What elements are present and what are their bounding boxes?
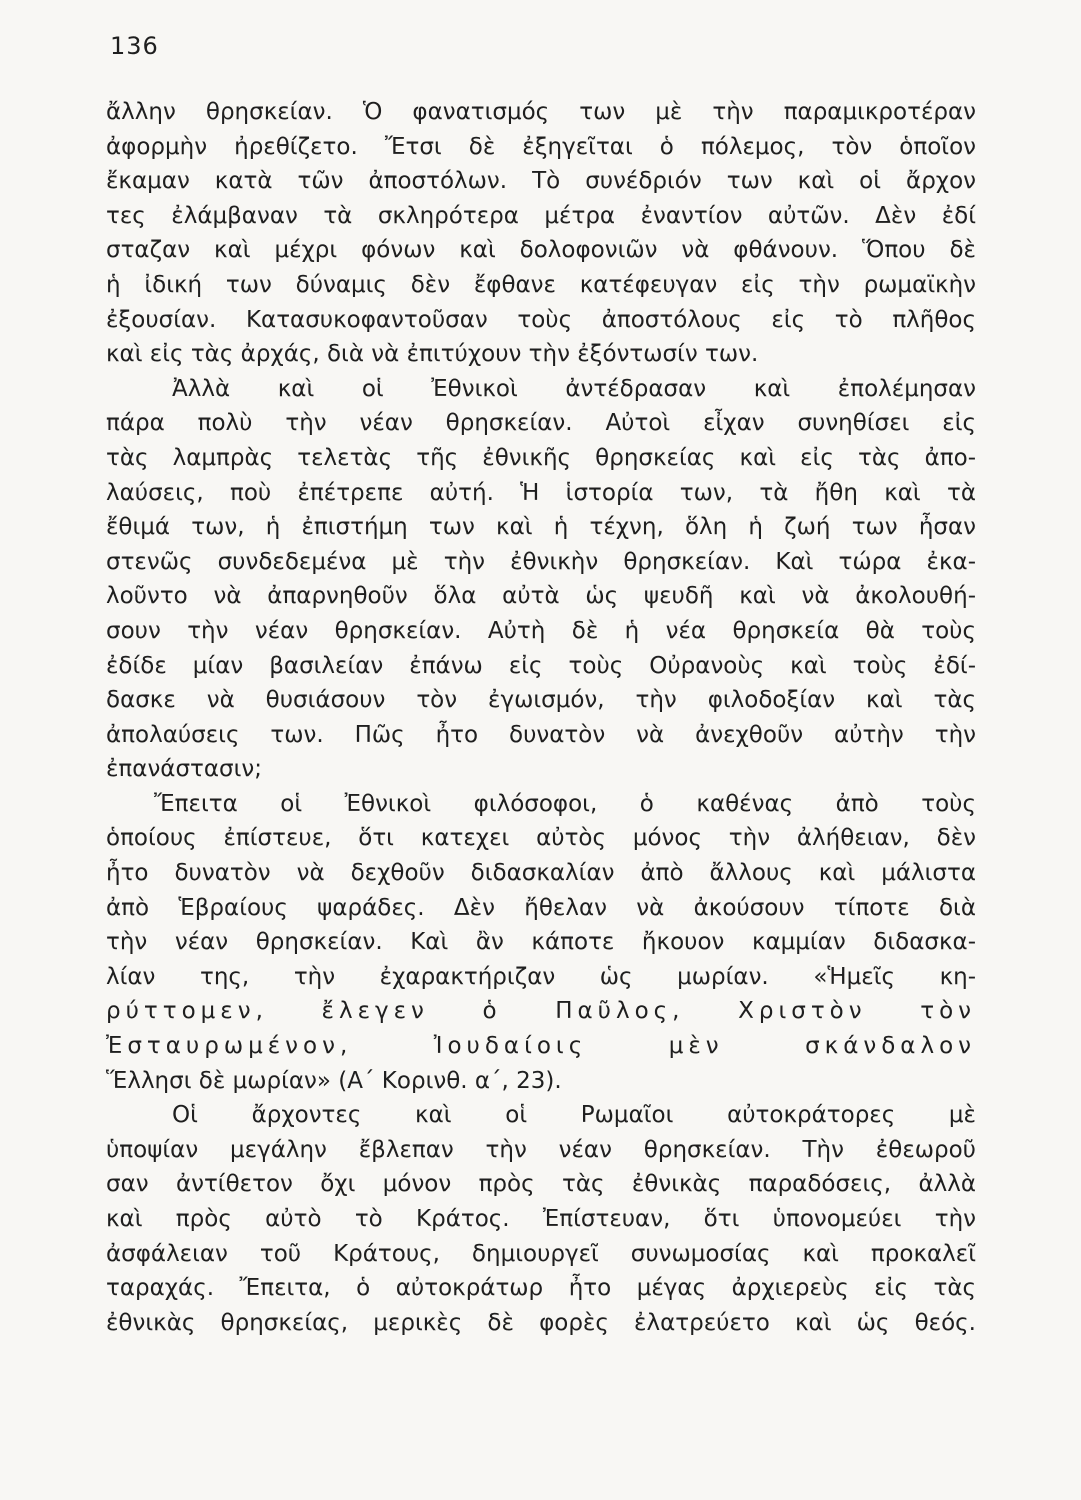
text-line: λίαν της, τὴν ἐχαρακτήριζαν ὡς μωρίαν. «Ἡμεῖς κη- (106, 963, 976, 990)
text-line: ἐπανάστασιν; (106, 756, 262, 783)
text-line: Ἔπειτα οἱ Ἐθνικοὶ φιλόσοφοι, ὁ καθένας ἀπὸ τοὺς (154, 790, 976, 817)
text-line: σουν τὴν νέαν θρησκείαν. Αὐτὴ δὲ ἡ νέα θρησκεία θὰ τοὺς (106, 617, 976, 644)
text-line: ρύττομεν, ἔλεγεν ὁ Παῦλος, Χριστὸν τὸν (106, 998, 976, 1025)
text-line: ἐθνικὰς θρησκείας, μερικὲς δὲ φορὲς ἐλατρεύετο καὶ ὡς θεός. (106, 1309, 976, 1336)
text-line: ἔθιμά των, ἡ ἐπιστήμη των καὶ ἡ τέχνη, ὅλη ἡ ζωή των ἦσαν (106, 514, 976, 541)
text-line: πάρα πολὺ τὴν νέαν θρησκείαν. Αὐτοὶ εἶχαν συνηθίσει εἰς (106, 410, 976, 437)
text-line: τὰς λαμπρὰς τελετὰς τῆς ἐθνικῆς θρησκείας καὶ εἰς τὰς ἀπο- (106, 444, 976, 471)
text-line: ὑποψίαν μεγάλην ἔβλεπαν τὴν νέαν θρησκείαν. Τὴν ἐθεωροῦ (106, 1136, 976, 1163)
text-line: ἀπὸ Ἑβραίους ψαράδες. Δὲν ἤθελαν νὰ ἀκούσουν τίποτε διὰ (106, 894, 976, 921)
text-line: Ἐσταυρωμένον, Ἰουδαίοις μὲν σκάνδαλον (106, 1033, 976, 1060)
text-line: ἀπολαύσεις των. Πῶς ἦτο δυνατὸν νὰ ἀνεχθοῦν αὐτὴν τὴν (106, 721, 976, 748)
text-line: καὶ εἰς τὰς ἀρχάς, διὰ νὰ ἐπιτύχουν τὴν ἐξόντωσίν των. (106, 341, 759, 368)
text-line: δασκε νὰ θυσιάσουν τὸν ἐγωισμόν, τὴν φιλοδοξίαν καὶ τὰς (106, 687, 976, 714)
text-line: σαν ἀντίθετον ὄχι μόνον πρὸς τὰς ἐθνικὰς παραδόσεις, ἀλλὰ (106, 1171, 976, 1198)
text-line: ἐξουσίαν. Κατασυκοφαντοῦσαν τοὺς ἀποστόλους εἰς τὸ πλῆθος (106, 306, 976, 333)
text-line: τες ἐλάμβαναν τὰ σκληρότερα μέτρα ἐναντίον αὐτῶν. Δὲν ἐδί (106, 202, 976, 229)
text-line: ἡ ἰδική των δύναμις δὲν ἔφθανε κατέφευγαν εἰς τὴν ρωμαϊκὴν (106, 271, 976, 298)
text-line: ταραχάς. Ἔπειτα, ὁ αὐτοκράτωρ ἦτο μέγας ἀρχιερεὺς εἰς τὰς (106, 1275, 976, 1302)
text-line: λαύσεις, ποὺ ἐπέτρεπε αὐτή. Ἡ ἱστορία των, τὰ ἤθη καὶ τὰ (106, 479, 976, 506)
text-line: Οἱ ἄρχοντες καὶ οἱ Ρωμαῖοι αὐτοκράτορες μὲ (172, 1102, 976, 1129)
text-line: ἀσφάλειαν τοῦ Κράτους, δημιουργεῖ συνωμοσίας καὶ προκαλεῖ (106, 1240, 976, 1267)
text-line: ἔκαμαν κατὰ τῶν ἀποστόλων. Τὸ συνέδριόν των καὶ οἱ ἄρχον (106, 168, 976, 195)
text-line: Ἕλλησι δὲ μωρίαν» (Α΄ Κορινθ. α΄, 23). (106, 1067, 562, 1094)
text-line: Ἀλλὰ καὶ οἱ Ἐθνικοὶ ἀντέδρασαν καὶ ἐπολέμησαν (172, 375, 976, 402)
page-number: 136 (110, 32, 159, 60)
text-line: καὶ πρὸς αὐτὸ τὸ Κράτος. Ἐπίστευαν, ὅτι ὑπονομεύει τὴν (106, 1206, 976, 1232)
text-line: ἐδίδε μίαν βασιλείαν ἐπάνω εἰς τοὺς Οὐρανοὺς καὶ τοὺς ἐδί- (106, 652, 976, 679)
text-line: σταζαν καὶ μέχρι φόνων καὶ δολοφονιῶν νὰ φθάνουν. Ὅπου δὲ (106, 237, 976, 264)
body-text (106, 95, 976, 1340)
text-line: ἄλλην θρησκείαν. Ὁ φανατισμός των μὲ τὴν παραμικροτέραν (106, 99, 976, 125)
text-line: λοῦντο νὰ ἀπαρνηθοῦν ὅλα αὐτὰ ὡς ψευδῆ καὶ νὰ ἀκολουθή- (106, 583, 976, 610)
text-line: ὁποίους ἐπίστευε, ὅτι κατεχει αὐτὸς μόνος τὴν ἀλήθειαν, δὲν (106, 825, 976, 852)
text-line: τὴν νέαν θρησκείαν. Καὶ ἂν κάποτε ἤκουον καμμίαν διδασκα- (106, 929, 976, 956)
text-line: ἦτο δυνατὸν νὰ δεχθοῦν διδασκαλίαν ἀπὸ ἄλλους καὶ μάλιστα (106, 860, 976, 887)
text-line: ἀφορμὴν ἠρεθίζετο. Ἔτσι δὲ ἐξηγεῖται ὁ πόλεμος, τὸν ὁποῖον (106, 133, 976, 160)
text-line: στενῶς συνδεδεμένα μὲ τὴν ἐθνικὴν θρησκείαν. Καὶ τώρα ἐκα- (106, 548, 976, 575)
